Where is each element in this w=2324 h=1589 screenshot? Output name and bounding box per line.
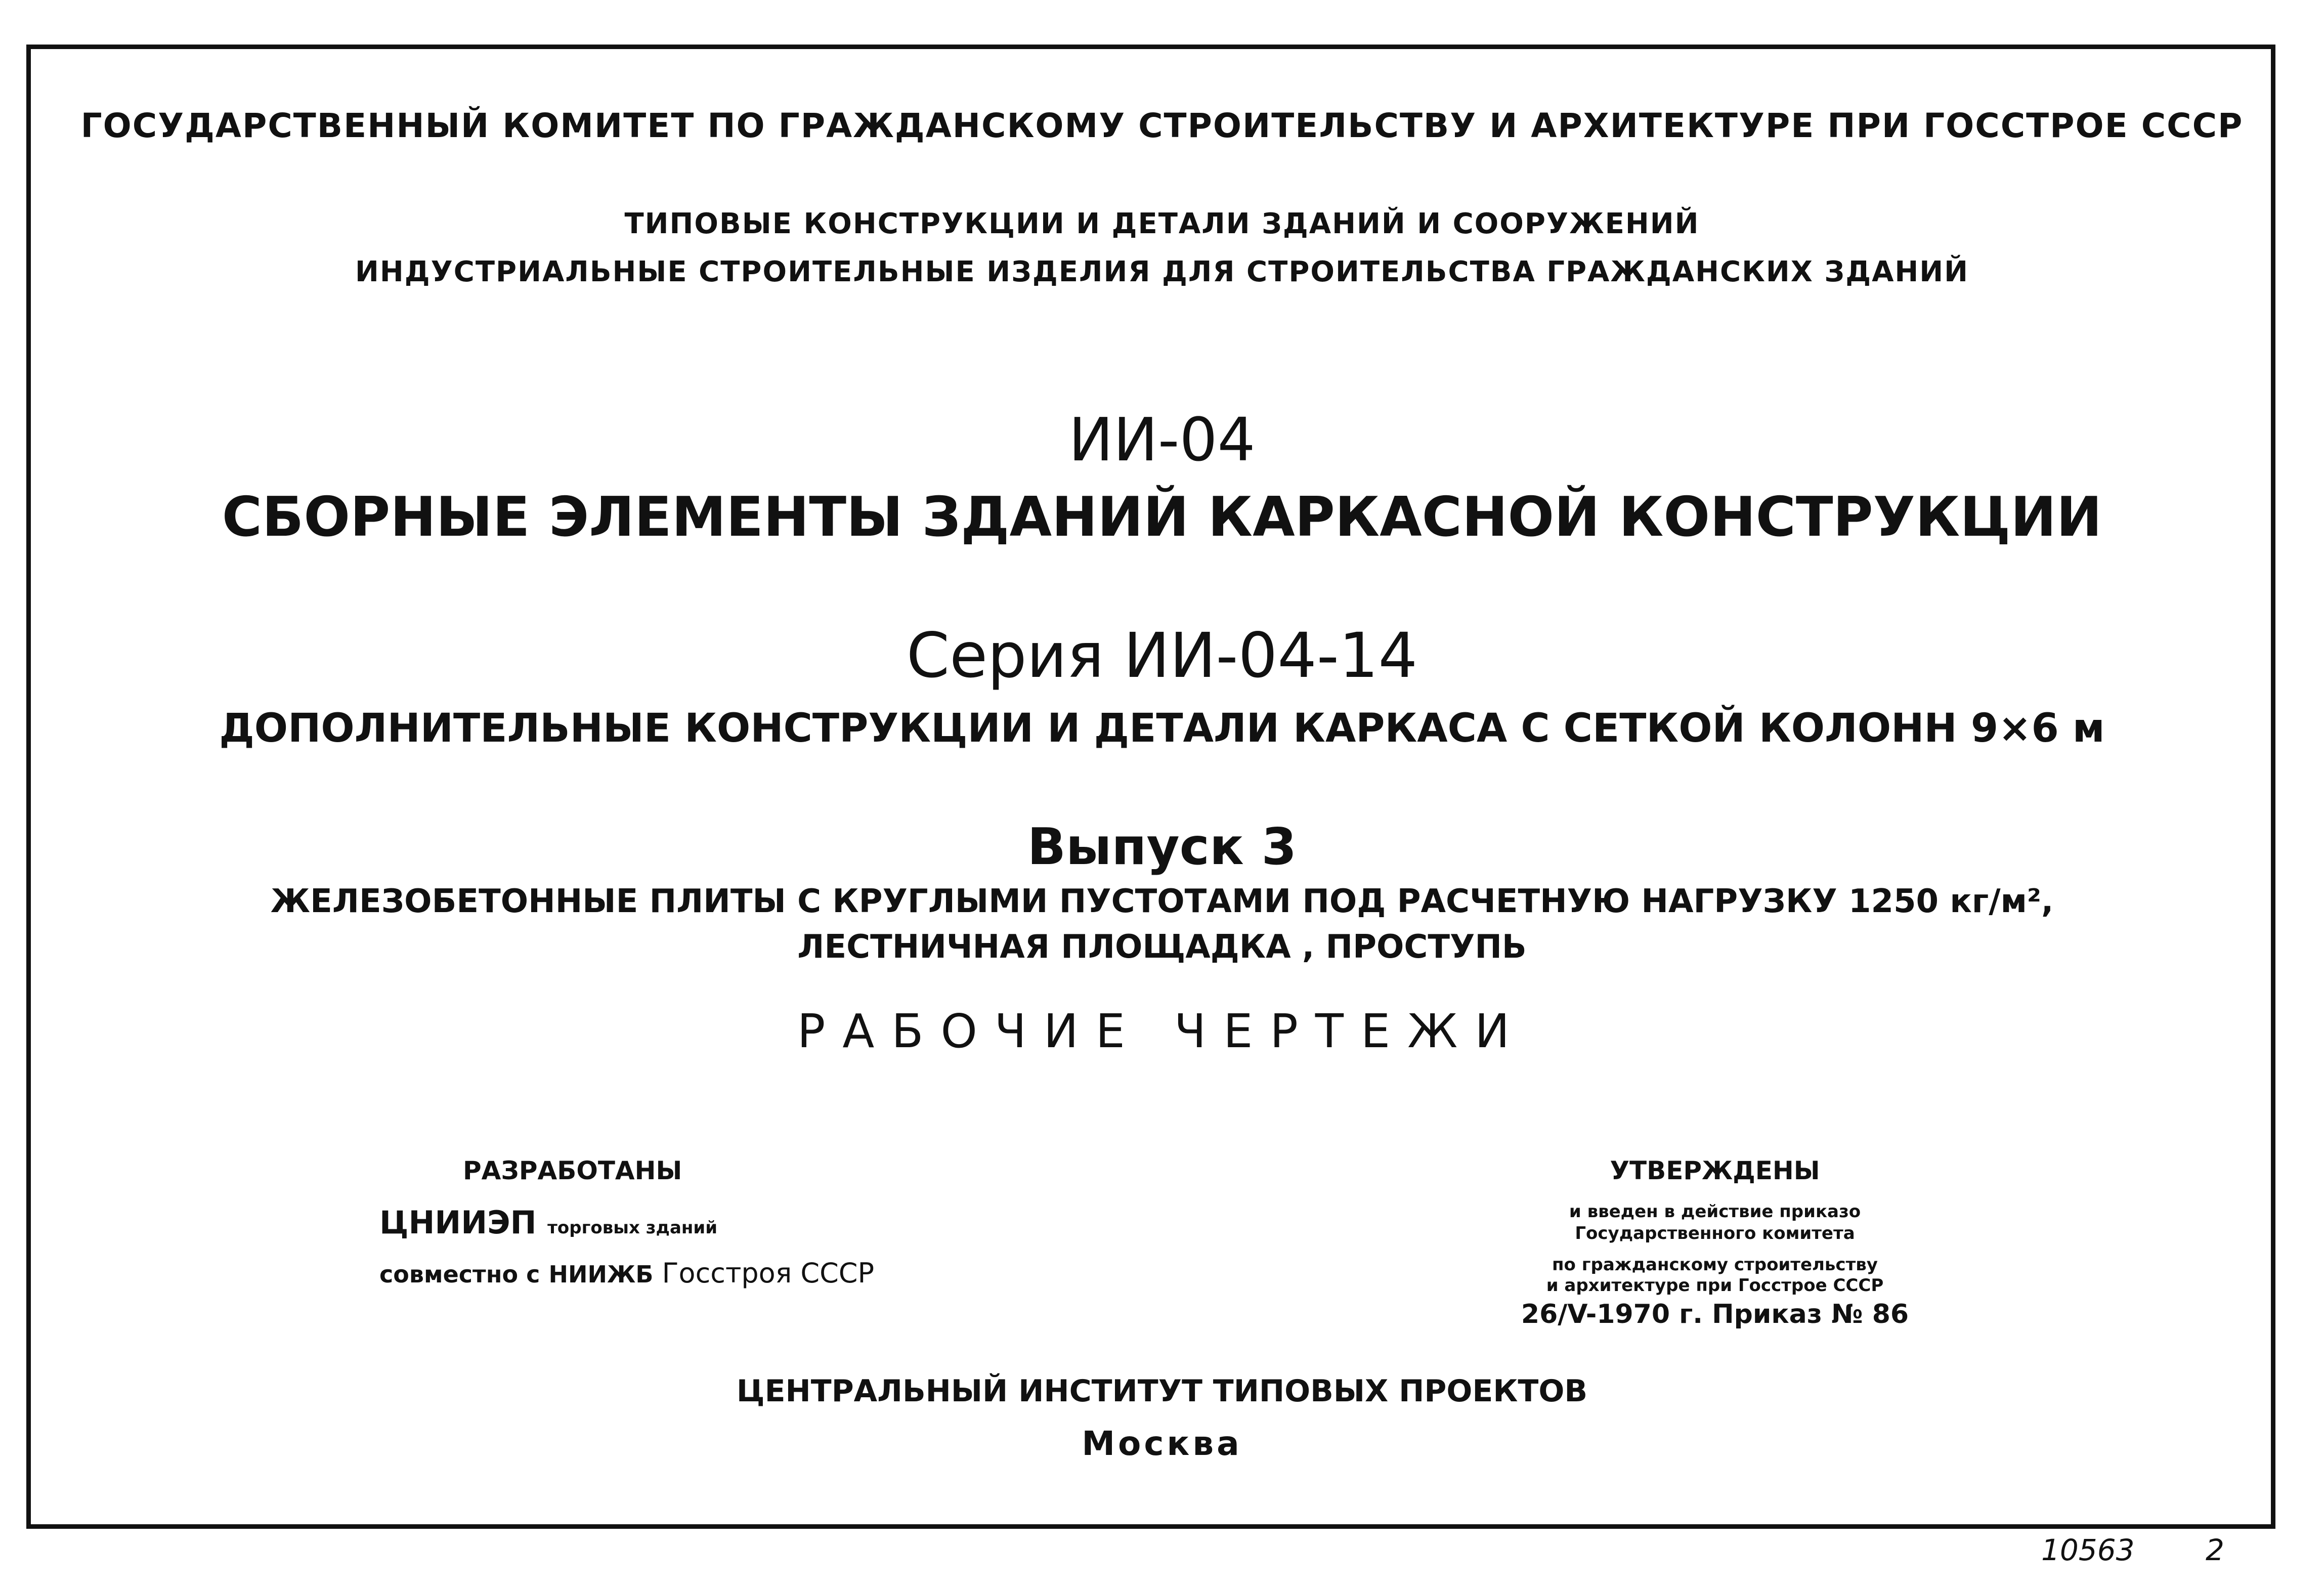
issue-line-1: ЖЕЛЕЗОБЕТОННЫЕ ПЛИТЫ С КРУГЛЫМИ ПУСТОТАМИ ПОД РАСЧЕТНУЮ НАГРУЗКУ 1250 кг/м², xyxy=(270,883,2054,920)
developer-org-detail: торговых зданий xyxy=(547,1218,718,1238)
types-line-1: ТИПОВЫЕ КОНСТРУКЦИИ И ДЕТАЛИ ЗДАНИЙ И СООРУЖЕНИЙ xyxy=(624,207,1700,240)
series-description: ДОПОЛНИТЕЛЬНЫЕ КОНСТРУКЦИИ И ДЕТАЛИ КАРКАСА С СЕТКОЙ КОЛОНН 9×6 м xyxy=(219,706,2105,751)
partner-detail: Госстроя СССР xyxy=(662,1257,875,1289)
institute-name: ЦЕНТРАЛЬНЫЙ ИНСТИТУТ ТИПОВЫХ ПРОЕКТОВ xyxy=(736,1373,1588,1409)
collection-code: ИИ-04 xyxy=(1068,405,1256,475)
approved-line-3: по гражданскому строительству xyxy=(1552,1255,1878,1275)
approved-line-1: и введен в действие приказо xyxy=(1569,1201,1861,1222)
approval-date: 26/V-1970 г. Приказ № 86 xyxy=(1521,1299,1909,1329)
approved-heading: УТВЕРЖДЕНЫ xyxy=(1610,1156,1820,1185)
developer-org: ЦНИИЭП xyxy=(379,1204,537,1241)
developer-row xyxy=(379,1204,717,1241)
approved-line-4: и архитектуре при Госстрое СССР xyxy=(1546,1275,1884,1296)
series-label: Серия ИИ-04-14 xyxy=(906,620,1418,692)
partner-row xyxy=(379,1257,874,1289)
collection-name: СБОРНЫЕ ЭЛЕМЕНТЫ ЗДАНИЙ КАРКАСНОЙ КОНСТРУКЦИИ xyxy=(222,486,2102,549)
issue-label: Выпуск 3 xyxy=(1027,817,1297,876)
types-line-2: ИНДУСТРИАЛЬНЫЕ СТРОИТЕЛЬНЫЕ ИЗДЕЛИЯ ДЛЯ СТРОИТЕЛЬСТВА ГРАЖДАНСКИХ ЗДАНИЙ xyxy=(355,255,1969,288)
jointly-prefix: совместно с xyxy=(379,1261,540,1288)
drawings-label: РАБОЧИЕ ЧЕРТЕЖИ xyxy=(797,1004,1527,1058)
approved-line-2: Государственного комитета xyxy=(1575,1223,1855,1243)
developed-heading: РАЗРАБОТАНЫ xyxy=(463,1156,682,1185)
partner-org: НИИЖБ xyxy=(548,1261,654,1288)
document-number: 10563 xyxy=(2041,1533,2135,1567)
committee-title: ГОСУДАРСТВЕННЫЙ КОМИТЕТ ПО ГРАЖДАНСКОМУ СТРОИТЕЛЬСТВУ И АРХИТЕКТУРЕ ПРИ ГОССТРОЕ СССР xyxy=(80,106,2244,145)
issue-line-2: ЛЕСТНИЧНАЯ ПЛОЩАДКА , ПРОСТУПЬ xyxy=(797,928,1527,966)
page-number: 2 xyxy=(2206,1533,2224,1567)
city-name: Москва xyxy=(1082,1424,1242,1463)
